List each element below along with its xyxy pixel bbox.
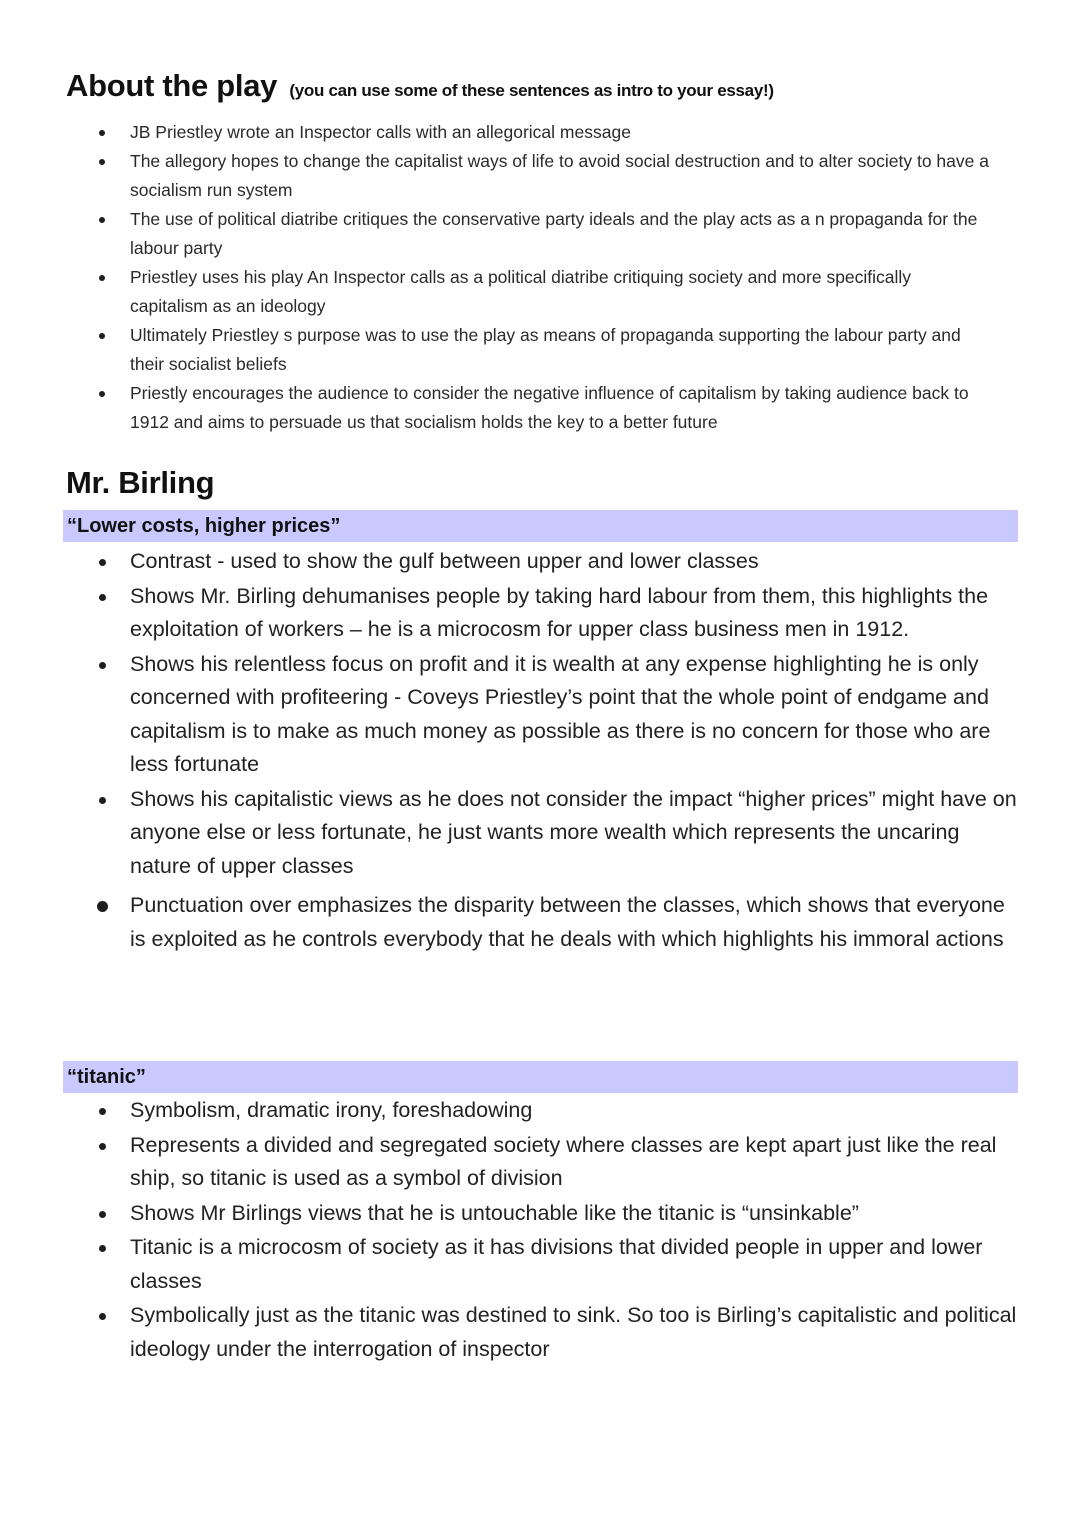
list-item: The allegory hopes to change the capitalist ways of life to avoid social destruction and to alter society to have a socialism run system <box>90 147 990 205</box>
list-item: JB Priestley wrote an Inspector calls with an allegorical message <box>90 118 990 147</box>
list-item: Titanic is a microcosm of society as it has divisions that divided people in upper and lower classes <box>90 1231 1025 1298</box>
list-item: Shows Mr. Birling dehumanises people by taking hard labour from them, this highlights the exploitation of workers – he is a microcosm for upper class business men in 1912. <box>90 580 1025 647</box>
about-note: (you can use some of these sentences as intro to your essay!) <box>289 81 774 100</box>
list-item: Shows his relentless focus on profit and it is wealth at any expense highlighting he is only concerned with profiteering - Coveys Priestley’s point that the whole point of endgame and capitalism is to make as much money as possible as there is no concern for those who are less fortunate <box>90 648 1025 782</box>
about-title: About the play <box>66 68 278 103</box>
list-item: Shows his capitalistic views as he does not consider the impact “higher prices” might have on anyone else or less fortunate, he just wants more wealth which represents the uncaring nature of upper classes <box>90 783 1025 884</box>
quote-heading-titanic: “titanic” <box>63 1061 1018 1093</box>
list-item: Priestly encourages the audience to consider the negative influence of capitalism by taking audience back to 1912 and aims to persuade us that socialism holds the key to a better future <box>90 379 990 437</box>
lower-costs-notes <box>90 545 1025 957</box>
list-item: Symbolism, dramatic irony, foreshadowing <box>90 1094 1025 1128</box>
list-item: Symbolically just as the titanic was destined to sink. So too is Birling’s capitalistic and political ideology under the interrogation of inspector <box>90 1299 1025 1366</box>
about-list <box>90 118 990 437</box>
list-item: Represents a divided and segregated society where classes are kept apart just like the real ship, so titanic is used as a symbol of division <box>90 1129 1025 1196</box>
list-item: Contrast - used to show the gulf between upper and lower classes <box>90 545 1025 579</box>
list-item: Priestley uses his play An Inspector calls as a political diatribe critiquing society and more specifically capitalism as an ideology <box>90 263 990 321</box>
list-item: Shows Mr Birlings views that he is untouchable like the titanic is “unsinkable” <box>90 1197 1025 1231</box>
about-heading <box>66 68 774 104</box>
quote-heading-lower-costs: “Lower costs, higher prices” <box>63 510 1018 542</box>
list-item: Ultimately Priestley s purpose was to use the play as means of propaganda supporting the labour party and their socialist beliefs <box>90 321 990 379</box>
list-item: The use of political diatribe critiques the conservative party ideals and the play acts as a n propaganda for the labour party <box>90 205 990 263</box>
list-item: Punctuation over emphasizes the disparity between the classes, which shows that everyone is exploited as he controls everybody that he deals with which highlights his immoral actions <box>90 889 1025 956</box>
titanic-notes <box>90 1094 1025 1367</box>
birling-heading: Mr. Birling <box>66 465 215 500</box>
